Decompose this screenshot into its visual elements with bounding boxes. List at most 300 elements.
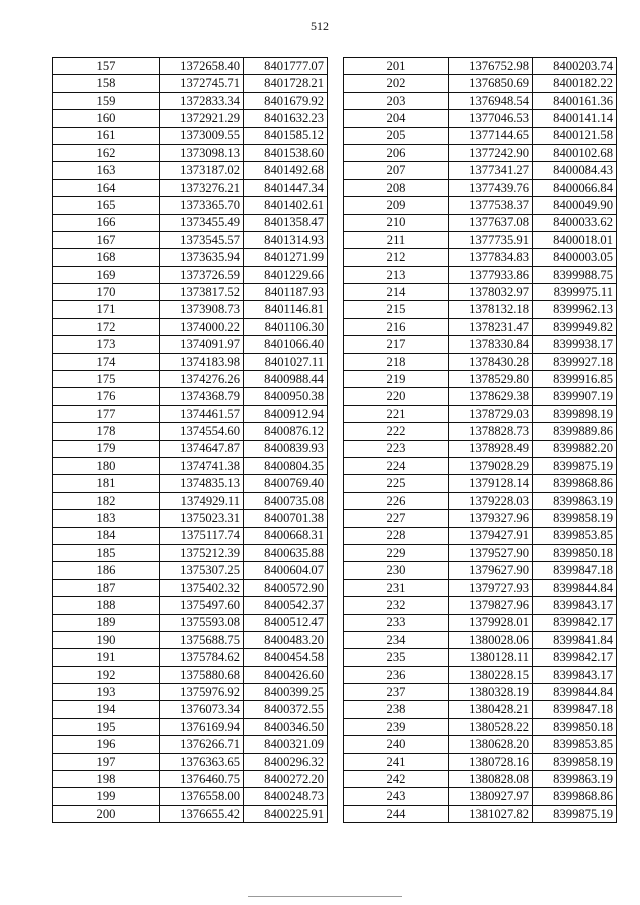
table-row — [53, 318, 328, 335]
table-row — [344, 144, 617, 161]
table-row — [53, 544, 328, 561]
y-coordinate-cell: 8400018.01 — [533, 231, 617, 248]
table-row — [53, 92, 328, 109]
point-number-cell: 182 — [53, 492, 160, 509]
point-number-cell: 192 — [53, 666, 160, 683]
x-coordinate-cell: 1380728.16 — [449, 753, 533, 770]
x-coordinate-cell: 1378729.03 — [449, 405, 533, 422]
y-coordinate-cell: 8400912.94 — [244, 405, 328, 422]
table-row — [344, 492, 617, 509]
x-coordinate-cell: 1373187.02 — [160, 162, 244, 179]
table-row — [53, 336, 328, 353]
table-row — [53, 179, 328, 196]
point-number-cell: 225 — [344, 475, 449, 492]
x-coordinate-cell: 1378529.80 — [449, 371, 533, 388]
y-coordinate-cell: 8399875.19 — [533, 805, 617, 822]
point-number-cell: 183 — [53, 510, 160, 527]
table-row — [344, 197, 617, 214]
x-coordinate-cell: 1378231.47 — [449, 318, 533, 335]
y-coordinate-cell: 8399863.19 — [533, 771, 617, 788]
y-coordinate-cell: 8401314.93 — [244, 231, 328, 248]
y-coordinate-cell: 8400003.05 — [533, 249, 617, 266]
point-number-cell: 178 — [53, 423, 160, 440]
y-coordinate-cell: 8400182.22 — [533, 75, 617, 92]
table-row — [53, 492, 328, 509]
table-row — [53, 110, 328, 127]
point-number-cell: 239 — [344, 718, 449, 735]
x-coordinate-cell: 1375212.39 — [160, 544, 244, 561]
point-number-cell: 227 — [344, 510, 449, 527]
point-number-cell: 240 — [344, 736, 449, 753]
y-coordinate-cell: 8400668.31 — [244, 527, 328, 544]
point-number-cell: 190 — [53, 631, 160, 648]
point-number-cell: 236 — [344, 666, 449, 683]
table-row — [344, 75, 617, 92]
table-row — [53, 649, 328, 666]
x-coordinate-cell: 1378330.84 — [449, 336, 533, 353]
point-number-cell: 188 — [53, 597, 160, 614]
y-coordinate-cell: 8400399.25 — [244, 684, 328, 701]
table-row — [53, 753, 328, 770]
point-number-cell: 202 — [344, 75, 449, 92]
point-number-cell: 237 — [344, 684, 449, 701]
x-coordinate-cell: 1375976.92 — [160, 684, 244, 701]
y-coordinate-cell: 8401538.60 — [244, 144, 328, 161]
table-row — [344, 649, 617, 666]
x-coordinate-cell: 1379527.90 — [449, 544, 533, 561]
table-row — [53, 353, 328, 370]
point-number-cell: 229 — [344, 544, 449, 561]
bottom-scan-line — [248, 896, 402, 897]
point-number-cell: 220 — [344, 388, 449, 405]
x-coordinate-cell: 1376460.75 — [160, 771, 244, 788]
y-coordinate-cell: 8400084.43 — [533, 162, 617, 179]
point-number-cell: 198 — [53, 771, 160, 788]
y-coordinate-cell: 8400635.88 — [244, 544, 328, 561]
point-number-cell: 241 — [344, 753, 449, 770]
point-number-cell: 200 — [53, 805, 160, 822]
y-coordinate-cell: 8399858.19 — [533, 510, 617, 527]
point-number-cell: 185 — [53, 544, 160, 561]
x-coordinate-cell: 1374554.60 — [160, 423, 244, 440]
y-coordinate-cell: 8400049.90 — [533, 197, 617, 214]
x-coordinate-cell: 1378928.49 — [449, 440, 533, 457]
point-number-cell: 212 — [344, 249, 449, 266]
x-coordinate-cell: 1379028.29 — [449, 457, 533, 474]
table-row — [344, 736, 617, 753]
y-coordinate-cell: 8401358.47 — [244, 214, 328, 231]
table-row — [344, 614, 617, 631]
x-coordinate-cell: 1374276.26 — [160, 371, 244, 388]
point-number-cell: 221 — [344, 405, 449, 422]
table-row — [344, 162, 617, 179]
x-coordinate-cell: 1377439.76 — [449, 179, 533, 196]
table-row — [53, 701, 328, 718]
x-coordinate-cell: 1379627.90 — [449, 562, 533, 579]
y-coordinate-cell: 8401146.81 — [244, 301, 328, 318]
x-coordinate-cell: 1372658.40 — [160, 58, 244, 75]
point-number-cell: 170 — [53, 284, 160, 301]
y-coordinate-cell: 8399949.82 — [533, 318, 617, 335]
table-row — [53, 371, 328, 388]
x-coordinate-cell: 1372745.71 — [160, 75, 244, 92]
x-coordinate-cell: 1373276.21 — [160, 179, 244, 196]
y-coordinate-cell: 8401777.07 — [244, 58, 328, 75]
x-coordinate-cell: 1376752.98 — [449, 58, 533, 75]
table-row — [53, 771, 328, 788]
x-coordinate-cell: 1374929.11 — [160, 492, 244, 509]
x-coordinate-cell: 1377538.37 — [449, 197, 533, 214]
point-number-cell: 207 — [344, 162, 449, 179]
y-coordinate-cell: 8400876.12 — [244, 423, 328, 440]
table-row — [344, 110, 617, 127]
x-coordinate-cell: 1375497.60 — [160, 597, 244, 614]
y-coordinate-cell: 8399841.84 — [533, 631, 617, 648]
y-coordinate-cell: 8400372.55 — [244, 701, 328, 718]
x-coordinate-cell: 1374091.97 — [160, 336, 244, 353]
y-coordinate-cell: 8399988.75 — [533, 266, 617, 283]
table-row — [344, 423, 617, 440]
x-coordinate-cell: 1373726.59 — [160, 266, 244, 283]
x-coordinate-cell: 1375784.62 — [160, 649, 244, 666]
table-row — [53, 666, 328, 683]
y-coordinate-cell: 8400950.38 — [244, 388, 328, 405]
point-number-cell: 196 — [53, 736, 160, 753]
x-coordinate-cell: 1375688.75 — [160, 631, 244, 648]
table-row — [344, 771, 617, 788]
x-coordinate-cell: 1377834.83 — [449, 249, 533, 266]
y-coordinate-cell: 8400512.47 — [244, 614, 328, 631]
point-number-cell: 165 — [53, 197, 160, 214]
y-coordinate-cell: 8401229.66 — [244, 266, 328, 283]
x-coordinate-cell: 1373817.52 — [160, 284, 244, 301]
x-coordinate-cell: 1373635.94 — [160, 249, 244, 266]
point-number-cell: 226 — [344, 492, 449, 509]
x-coordinate-cell: 1377637.08 — [449, 214, 533, 231]
point-number-cell: 208 — [344, 179, 449, 196]
point-number-cell: 205 — [344, 127, 449, 144]
x-coordinate-cell: 1377046.53 — [449, 110, 533, 127]
table-row — [344, 249, 617, 266]
x-coordinate-cell: 1380628.20 — [449, 736, 533, 753]
point-number-cell: 157 — [53, 58, 160, 75]
x-coordinate-cell: 1380328.19 — [449, 684, 533, 701]
point-number-cell: 169 — [53, 266, 160, 283]
coordinates-table-left — [52, 57, 328, 823]
point-number-cell: 213 — [344, 266, 449, 283]
table-row — [53, 58, 328, 75]
y-coordinate-cell: 8400141.14 — [533, 110, 617, 127]
y-coordinate-cell: 8400066.84 — [533, 179, 617, 196]
x-coordinate-cell: 1372833.34 — [160, 92, 244, 109]
y-coordinate-cell: 8400804.35 — [244, 457, 328, 474]
x-coordinate-cell: 1376363.65 — [160, 753, 244, 770]
x-coordinate-cell: 1379928.01 — [449, 614, 533, 631]
x-coordinate-cell: 1374000.22 — [160, 318, 244, 335]
point-number-cell: 206 — [344, 144, 449, 161]
point-number-cell: 219 — [344, 371, 449, 388]
point-number-cell: 175 — [53, 371, 160, 388]
x-coordinate-cell: 1375402.32 — [160, 579, 244, 596]
point-number-cell: 234 — [344, 631, 449, 648]
y-coordinate-cell: 8401027.11 — [244, 353, 328, 370]
point-number-cell: 187 — [53, 579, 160, 596]
point-number-cell: 230 — [344, 562, 449, 579]
point-number-cell: 167 — [53, 231, 160, 248]
x-coordinate-cell: 1378032.97 — [449, 284, 533, 301]
y-coordinate-cell: 8401447.34 — [244, 179, 328, 196]
table-row — [344, 127, 617, 144]
y-coordinate-cell: 8400102.68 — [533, 144, 617, 161]
table-row — [344, 684, 617, 701]
y-coordinate-cell: 8400735.08 — [244, 492, 328, 509]
table-row — [344, 718, 617, 735]
y-coordinate-cell: 8401402.61 — [244, 197, 328, 214]
table-row — [344, 597, 617, 614]
x-coordinate-cell: 1378132.18 — [449, 301, 533, 318]
y-coordinate-cell: 8399847.18 — [533, 562, 617, 579]
y-coordinate-cell: 8399962.13 — [533, 301, 617, 318]
y-coordinate-cell: 8400321.09 — [244, 736, 328, 753]
y-coordinate-cell: 8401187.93 — [244, 284, 328, 301]
y-coordinate-cell: 8399842.17 — [533, 614, 617, 631]
y-coordinate-cell: 8401106.30 — [244, 318, 328, 335]
table-row — [344, 231, 617, 248]
point-number-cell: 181 — [53, 475, 160, 492]
y-coordinate-cell: 8399843.17 — [533, 666, 617, 683]
point-number-cell: 184 — [53, 527, 160, 544]
point-number-cell: 231 — [344, 579, 449, 596]
y-coordinate-cell: 8399843.17 — [533, 597, 617, 614]
table-row — [344, 527, 617, 544]
table-row — [53, 457, 328, 474]
y-coordinate-cell: 8399868.86 — [533, 475, 617, 492]
x-coordinate-cell: 1373009.55 — [160, 127, 244, 144]
y-coordinate-cell: 8399863.19 — [533, 492, 617, 509]
y-coordinate-cell: 8400033.62 — [533, 214, 617, 231]
table-row — [53, 788, 328, 805]
x-coordinate-cell: 1375593.08 — [160, 614, 244, 631]
table-row — [53, 284, 328, 301]
point-number-cell: 210 — [344, 214, 449, 231]
x-coordinate-cell: 1377144.65 — [449, 127, 533, 144]
x-coordinate-cell: 1376655.42 — [160, 805, 244, 822]
x-coordinate-cell: 1373908.73 — [160, 301, 244, 318]
page-number: 512 — [311, 19, 329, 33]
x-coordinate-cell: 1376073.34 — [160, 701, 244, 718]
y-coordinate-cell: 8400426.60 — [244, 666, 328, 683]
point-number-cell: 172 — [53, 318, 160, 335]
point-number-cell: 171 — [53, 301, 160, 318]
table-row — [53, 614, 328, 631]
point-number-cell: 168 — [53, 249, 160, 266]
x-coordinate-cell: 1374741.38 — [160, 457, 244, 474]
point-number-cell: 173 — [53, 336, 160, 353]
x-coordinate-cell: 1377242.90 — [449, 144, 533, 161]
y-coordinate-cell: 8400454.58 — [244, 649, 328, 666]
table-row — [344, 562, 617, 579]
x-coordinate-cell: 1376850.69 — [449, 75, 533, 92]
x-coordinate-cell: 1381027.82 — [449, 805, 533, 822]
x-coordinate-cell: 1377735.91 — [449, 231, 533, 248]
point-number-cell: 186 — [53, 562, 160, 579]
table-row — [53, 562, 328, 579]
point-number-cell: 162 — [53, 144, 160, 161]
y-coordinate-cell: 8400121.58 — [533, 127, 617, 144]
x-coordinate-cell: 1376266.71 — [160, 736, 244, 753]
table-row — [344, 318, 617, 335]
table-row — [53, 388, 328, 405]
table-row — [53, 249, 328, 266]
y-coordinate-cell: 8399842.17 — [533, 649, 617, 666]
x-coordinate-cell: 1374368.79 — [160, 388, 244, 405]
point-number-cell: 179 — [53, 440, 160, 457]
y-coordinate-cell: 8400203.74 — [533, 58, 617, 75]
x-coordinate-cell: 1380128.11 — [449, 649, 533, 666]
table-row — [344, 579, 617, 596]
y-coordinate-cell: 8399889.86 — [533, 423, 617, 440]
y-coordinate-cell: 8399868.86 — [533, 788, 617, 805]
point-number-cell: 174 — [53, 353, 160, 370]
y-coordinate-cell: 8399853.85 — [533, 527, 617, 544]
point-number-cell: 177 — [53, 405, 160, 422]
point-number-cell: 195 — [53, 718, 160, 735]
table-row — [53, 127, 328, 144]
table-row — [344, 179, 617, 196]
x-coordinate-cell: 1373365.70 — [160, 197, 244, 214]
x-coordinate-cell: 1377341.27 — [449, 162, 533, 179]
x-coordinate-cell: 1376948.54 — [449, 92, 533, 109]
table-row — [344, 701, 617, 718]
y-coordinate-cell: 8401066.40 — [244, 336, 328, 353]
x-coordinate-cell: 1376169.94 — [160, 718, 244, 735]
x-coordinate-cell: 1380028.06 — [449, 631, 533, 648]
point-number-cell: 180 — [53, 457, 160, 474]
table-row — [344, 58, 617, 75]
y-coordinate-cell: 8401585.12 — [244, 127, 328, 144]
table-row — [53, 423, 328, 440]
point-number-cell: 194 — [53, 701, 160, 718]
table-row — [344, 475, 617, 492]
y-coordinate-cell: 8399875.19 — [533, 457, 617, 474]
point-number-cell: 164 — [53, 179, 160, 196]
table-row — [53, 440, 328, 457]
y-coordinate-cell: 8400604.07 — [244, 562, 328, 579]
x-coordinate-cell: 1374461.57 — [160, 405, 244, 422]
point-number-cell: 217 — [344, 336, 449, 353]
table-row — [344, 440, 617, 457]
y-coordinate-cell: 8401271.99 — [244, 249, 328, 266]
x-coordinate-cell: 1380927.97 — [449, 788, 533, 805]
point-number-cell: 166 — [53, 214, 160, 231]
y-coordinate-cell: 8400272.20 — [244, 771, 328, 788]
table-row — [344, 405, 617, 422]
table-row — [344, 371, 617, 388]
y-coordinate-cell: 8399898.19 — [533, 405, 617, 422]
x-coordinate-cell: 1379827.96 — [449, 597, 533, 614]
point-number-cell: 223 — [344, 440, 449, 457]
y-coordinate-cell: 8399938.17 — [533, 336, 617, 353]
x-coordinate-cell: 1377933.86 — [449, 266, 533, 283]
y-coordinate-cell: 8399916.85 — [533, 371, 617, 388]
table-row — [344, 805, 617, 822]
y-coordinate-cell: 8399907.19 — [533, 388, 617, 405]
y-coordinate-cell: 8399844.84 — [533, 684, 617, 701]
x-coordinate-cell: 1379327.96 — [449, 510, 533, 527]
x-coordinate-cell: 1379427.91 — [449, 527, 533, 544]
table-row — [53, 162, 328, 179]
table-row — [53, 805, 328, 822]
table-row — [344, 301, 617, 318]
y-coordinate-cell: 8399844.84 — [533, 579, 617, 596]
point-number-cell: 218 — [344, 353, 449, 370]
point-number-cell: 161 — [53, 127, 160, 144]
x-coordinate-cell: 1376558.00 — [160, 788, 244, 805]
point-number-cell: 235 — [344, 649, 449, 666]
x-coordinate-cell: 1380528.22 — [449, 718, 533, 735]
x-coordinate-cell: 1378430.28 — [449, 353, 533, 370]
table-row — [53, 266, 328, 283]
table-row — [344, 753, 617, 770]
table-row — [344, 666, 617, 683]
table-row — [344, 457, 617, 474]
table-row — [53, 144, 328, 161]
y-coordinate-cell: 8400701.38 — [244, 510, 328, 527]
table-row — [53, 718, 328, 735]
x-coordinate-cell: 1380428.21 — [449, 701, 533, 718]
point-number-cell: 160 — [53, 110, 160, 127]
point-number-cell: 243 — [344, 788, 449, 805]
point-number-cell: 203 — [344, 92, 449, 109]
y-coordinate-cell: 8400542.37 — [244, 597, 328, 614]
y-coordinate-cell: 8399858.19 — [533, 753, 617, 770]
table-row — [53, 736, 328, 753]
y-coordinate-cell: 8400161.36 — [533, 92, 617, 109]
point-number-cell: 176 — [53, 388, 160, 405]
point-number-cell: 193 — [53, 684, 160, 701]
table-row — [53, 214, 328, 231]
y-coordinate-cell: 8400483.20 — [244, 631, 328, 648]
table-row — [53, 75, 328, 92]
table-row — [344, 214, 617, 231]
x-coordinate-cell: 1378828.73 — [449, 423, 533, 440]
x-coordinate-cell: 1373098.13 — [160, 144, 244, 161]
point-number-cell: 197 — [53, 753, 160, 770]
y-coordinate-cell: 8400839.93 — [244, 440, 328, 457]
y-coordinate-cell: 8400572.90 — [244, 579, 328, 596]
y-coordinate-cell: 8399882.20 — [533, 440, 617, 457]
x-coordinate-cell: 1379128.14 — [449, 475, 533, 492]
table-row — [53, 597, 328, 614]
x-coordinate-cell: 1378629.38 — [449, 388, 533, 405]
y-coordinate-cell: 8399850.18 — [533, 718, 617, 735]
point-number-cell: 228 — [344, 527, 449, 544]
point-number-cell: 238 — [344, 701, 449, 718]
y-coordinate-cell: 8401728.21 — [244, 75, 328, 92]
point-number-cell: 242 — [344, 771, 449, 788]
x-coordinate-cell: 1375023.31 — [160, 510, 244, 527]
table-row — [344, 510, 617, 527]
x-coordinate-cell: 1379228.03 — [449, 492, 533, 509]
x-coordinate-cell: 1372921.29 — [160, 110, 244, 127]
table-row — [344, 631, 617, 648]
table-row — [53, 475, 328, 492]
x-coordinate-cell: 1375307.25 — [160, 562, 244, 579]
point-number-cell: 211 — [344, 231, 449, 248]
table-row — [344, 353, 617, 370]
table-row — [53, 579, 328, 596]
y-coordinate-cell: 8399975.11 — [533, 284, 617, 301]
